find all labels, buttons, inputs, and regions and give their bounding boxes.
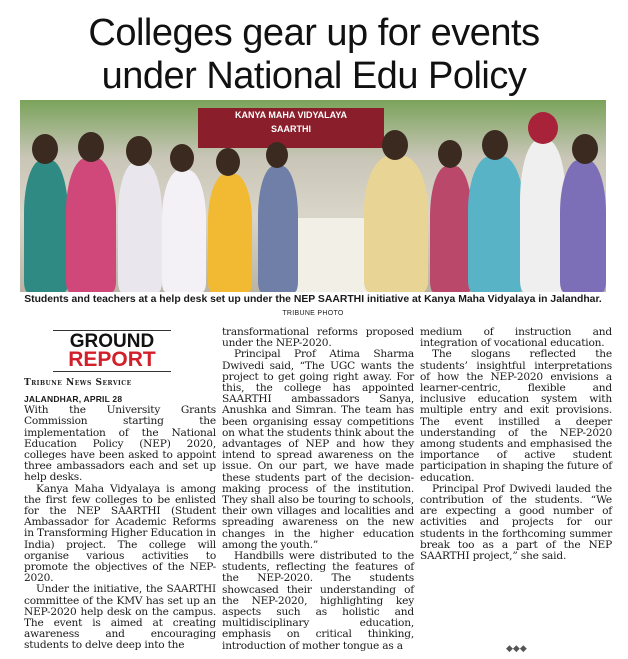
article-paragraph: transformational reforms proposed under the NEP-2020. bbox=[222, 326, 414, 350]
end-mark-icon: ◆◆◆ bbox=[506, 644, 527, 654]
photo-banner-subtitle: SAARTHI bbox=[271, 124, 311, 134]
photo-credit: TRIBUNE PHOTO bbox=[282, 310, 344, 317]
person-figure bbox=[258, 166, 298, 292]
person-head bbox=[78, 132, 104, 162]
headline bbox=[0, 12, 628, 98]
person-figure bbox=[24, 160, 68, 292]
photo-caption-text: Students and teachers at a help desk set up under the NEP SAARTHI initiative at Kanya Maha Vidyalaya in Jalandhar. bbox=[24, 294, 602, 305]
person-figure bbox=[208, 174, 252, 292]
person-figure bbox=[118, 162, 162, 292]
article-paragraph: Kanya Maha Vidyalaya is among the first few colleges to be enlisted for the NEP SAARTHI (Student Ambassador for Academic Reforms in Transforming Higher Education in India) project. The college will organise various activities to promote the objectives of the NEP-2020. bbox=[24, 482, 216, 585]
headline-line-1: Colleges gear up for events bbox=[88, 12, 540, 54]
article-paragraph: Principal Prof Atima Sharma Dwivedi said, “The UGC wants the project to get going right away. For this, the college has appointed SAARTHI ambassadors Sanya, Anushka and Simran. The team has been organising essay competitions on what the students think about the advantages of NEP and how they intend to spread awareness on the issue. On our part, we have made these students part of the decision-making process of the institution. They shall also be touring to schools, their own villages and localities and spreading awareness on the new changes in the higher education among the youth.” bbox=[222, 348, 414, 551]
person-figure bbox=[560, 160, 606, 292]
news-photo bbox=[20, 100, 606, 292]
article-paragraph: Handbills were distributed to the students, reflecting the features of the NEP-2020. The students showcased their understanding of the NEP-2020, highlighting key aspects such as holistic and multidisciplinary education, emphasis on critical thinking, introduction of mother tongue as a bbox=[222, 550, 414, 652]
photo-caption bbox=[20, 293, 606, 320]
person-head bbox=[126, 136, 152, 166]
person-head bbox=[382, 130, 408, 160]
person-head bbox=[266, 142, 288, 168]
person-head bbox=[482, 130, 508, 160]
person-head bbox=[216, 148, 240, 176]
headline-line-2: under National Edu Policy bbox=[101, 55, 527, 97]
person-figure bbox=[364, 156, 428, 292]
article-paragraph: Principal Prof Dwivedi lauded the contribution of the students. “We are expecting a good number of activities and projects for our students in the forthcoming summer break too as a part of the NEP SAARTHI project,” she said. bbox=[420, 482, 612, 563]
person-head bbox=[528, 112, 558, 144]
article-column-1 bbox=[24, 394, 216, 652]
person-figure bbox=[162, 170, 206, 292]
photo-banner bbox=[198, 108, 384, 148]
person-figure bbox=[468, 156, 524, 292]
ground-label: GROUND bbox=[53, 330, 171, 351]
person-figure bbox=[430, 166, 472, 292]
person-head bbox=[572, 134, 598, 164]
report-label: REPORT bbox=[53, 349, 171, 372]
article-paragraph: With the University Grants Commission starting the implementation of the National Education Policy (NEP) 2020, colleges have been asked to appoint three ambassadors each and set up help desks. bbox=[24, 404, 216, 484]
person-head bbox=[170, 144, 194, 172]
person-head bbox=[438, 140, 462, 168]
article-column-2 bbox=[222, 327, 414, 652]
article-paragraph: Under the initiative, the SAARTHI committee of the KMV has set up an NEP-2020 help desk on the campus. The event is aimed at creating awareness and encouraging students to delve deep into the bbox=[24, 583, 216, 652]
article-column-3 bbox=[420, 327, 612, 562]
person-figure bbox=[66, 158, 116, 292]
person-head bbox=[32, 134, 58, 164]
article-paragraph: medium of instruction and integration of vocational education. bbox=[420, 326, 612, 350]
photo-banner-title: KANYA MAHA VIDYALAYA bbox=[234, 110, 348, 120]
news-service-byline: Tribune News Service bbox=[24, 378, 132, 388]
article-paragraph: The slogans reflected the students’ insightful interpretations of how the NEP-2020 envisions a learner-centric, flexible and inclusive education system with multiple entry and exit provisions. The event instilled a deeper understanding of the NEP-2020 among students and emphasised the importance of active student participation in shaping the future of education. bbox=[420, 348, 612, 484]
dateline: JALANDHAR, APRIL 28 bbox=[24, 394, 123, 404]
